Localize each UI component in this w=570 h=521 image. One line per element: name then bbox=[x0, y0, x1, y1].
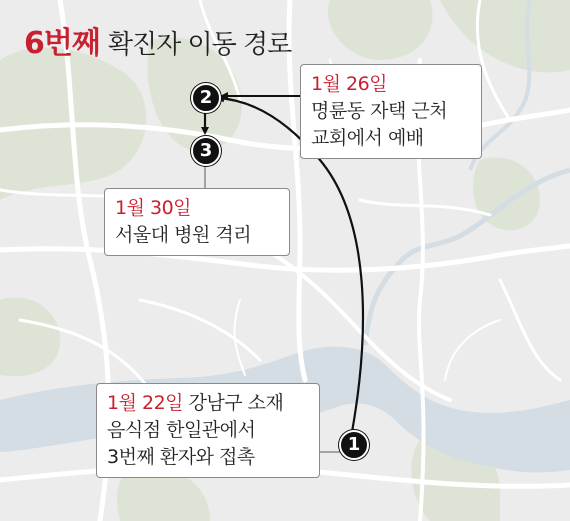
title-text: 확진자 이동 경로 bbox=[107, 30, 292, 60]
callout-jan22 bbox=[96, 383, 320, 478]
callout-jan26 bbox=[300, 64, 482, 159]
callout-jan22-line3: 3번째 환자와 접촉 bbox=[107, 446, 255, 468]
callout-jan22-first-line bbox=[107, 390, 309, 417]
callout-jan30 bbox=[104, 188, 290, 256]
map-title bbox=[24, 18, 291, 62]
title-number: 6번째 bbox=[24, 26, 100, 61]
marker-1: 1 bbox=[339, 430, 369, 460]
callout-jan26-line1: 명륜동 자택 근처 bbox=[311, 100, 448, 122]
callout-jan22-line2: 음식점 한일관에서 bbox=[107, 419, 256, 441]
marker-2: 2 bbox=[191, 83, 221, 113]
callout-jan30-date: 1월 30일 bbox=[115, 197, 192, 219]
callout-jan26-line2: 교회에서 예배 bbox=[311, 127, 424, 149]
callout-jan22-date: 1월 22일 bbox=[107, 392, 184, 414]
callout-jan26-date: 1월 26일 bbox=[311, 73, 388, 95]
marker-3: 3 bbox=[191, 136, 221, 166]
callout-jan30-line1: 서울대 병원 격리 bbox=[115, 224, 252, 246]
callout-jan22-line1: 강남구 소재 bbox=[188, 392, 284, 414]
